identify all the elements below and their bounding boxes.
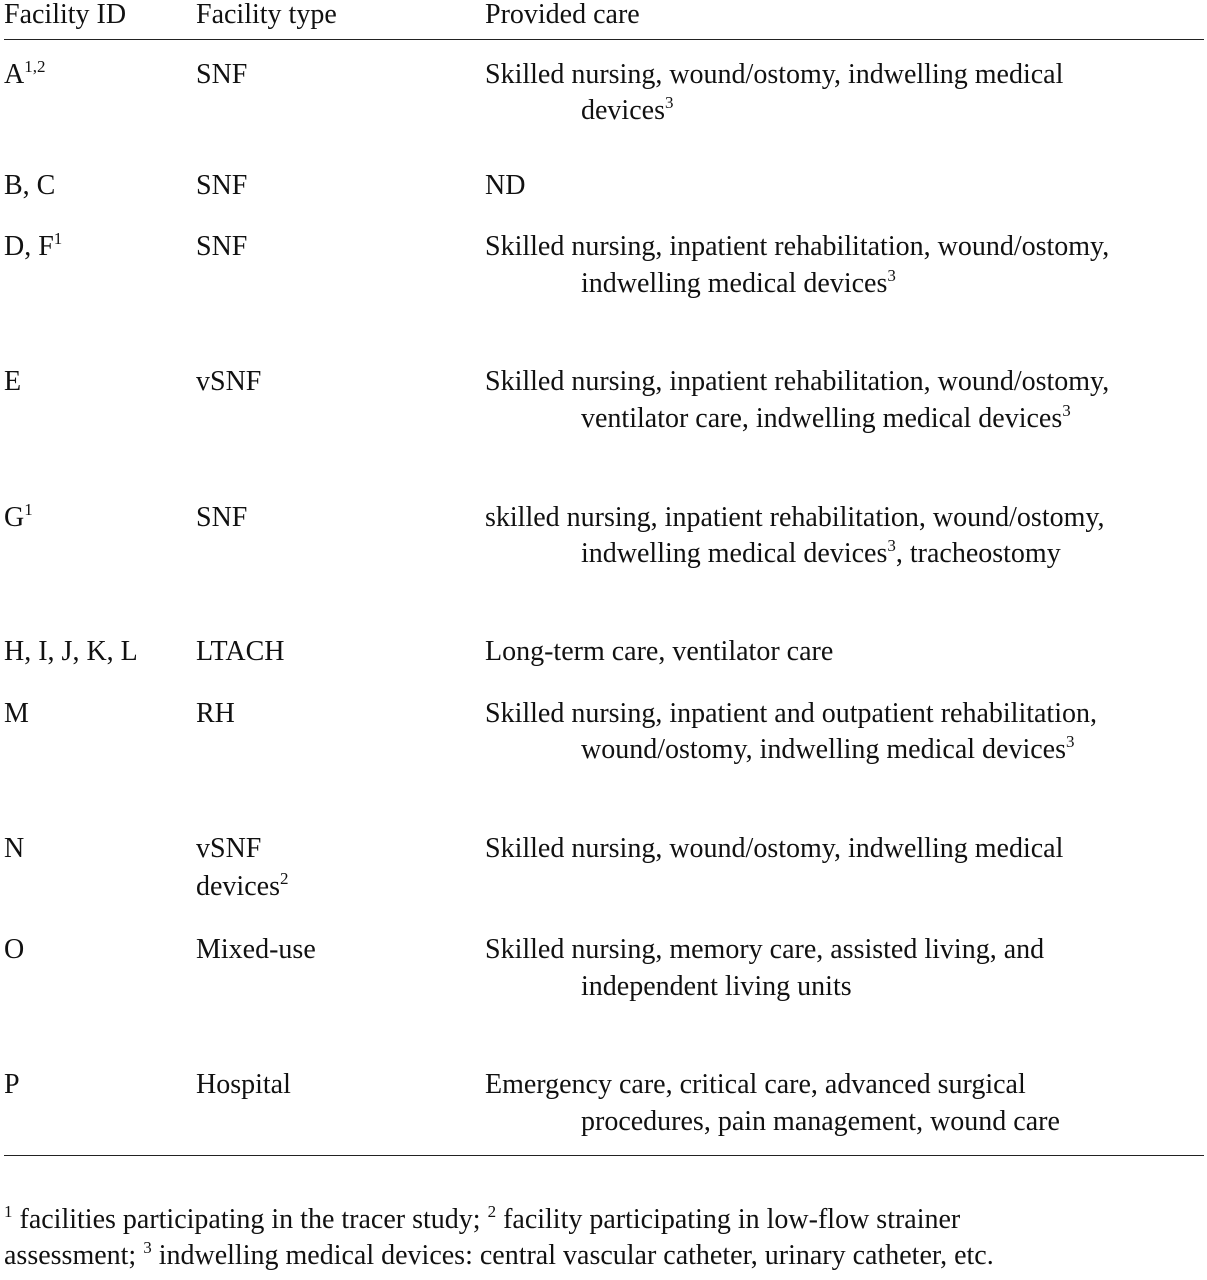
facility-type-cell: SNF [196, 502, 248, 533]
table-bottom-rule [4, 1155, 1204, 1156]
provided-care-line-continued: devices$^3$ [581, 93, 674, 126]
header-facility-id: Facility ID [4, 0, 127, 30]
facility-type-cell: SNF [196, 231, 248, 262]
header-facility-type: Facility type [196, 0, 337, 30]
header-rule [4, 39, 1204, 40]
facility-type-cell: SNF [196, 59, 248, 90]
facility-id-cell: H, I, J, K, L [4, 636, 138, 667]
facility-type-cell: vSNF [196, 366, 262, 397]
provided-care-line: Skilled nursing, memory care, assisted living, and [485, 934, 1045, 965]
facility-type-cell: Hospital [196, 1069, 291, 1100]
facility-type-cell-continued: devices$^2$ [196, 869, 289, 902]
provided-care-line: skilled nursing, inpatient rehabilitation, wound/ostomy, [485, 502, 1105, 533]
provided-care-line-continued: indwelling medical devices$^3$, tracheostomy [581, 536, 1061, 569]
provided-care-line: Emergency care, critical care, advanced surgical [485, 1069, 1026, 1100]
provided-care-line-continued: indwelling medical devices$^3$ [581, 266, 896, 299]
provided-care-line: Skilled nursing, inpatient rehabilitation, wound/ostomy, [485, 231, 1110, 262]
provided-care-line: ND [485, 170, 526, 201]
facility-id-cell: B, C [4, 170, 56, 201]
facility-type-cell: RH [196, 698, 235, 729]
provided-care-line-continued: procedures, pain management, wound care [581, 1106, 1060, 1137]
facility-id-cell: D, $F^1$ [4, 229, 63, 262]
facility-id-cell: E [4, 366, 22, 397]
provided-care-line-continued: wound/ostomy, indwelling medical devices$^3$ [581, 732, 1075, 765]
provided-care-line: Skilled nursing, inpatient rehabilitation, wound/ostomy, [485, 366, 1110, 397]
facility-type-cell: SNF [196, 170, 248, 201]
footnote-line-1: $^1$ facilities participating in the tracer study; $^2$ facility participating in low-flow strainer [4, 1202, 961, 1235]
provided-care-line-continued: independent living units [581, 971, 852, 1002]
facility-id-cell: P [4, 1069, 20, 1100]
header-provided-care: Provided care [485, 0, 640, 30]
provided-care-line: Long-term care, ventilator care [485, 636, 834, 667]
facility-id-cell: $G^1$ [4, 500, 33, 533]
provided-care-line: Skilled nursing, wound/ostomy, indwelling medical [485, 59, 1064, 90]
facility-id-cell: A$^{1,2}$ [4, 57, 46, 90]
facility-type-cell: Mixed-use [196, 934, 316, 965]
facility-id-cell: N [4, 833, 25, 864]
facility-type-cell: LTACH [196, 636, 285, 667]
provided-care-line: Skilled nursing, wound/ostomy, indwelling medical [485, 833, 1064, 864]
facility-id-cell: O [4, 934, 25, 965]
footnote-line-2: assessment; $^3$ indwelling medical devices: central vascular catheter, urinary catheter, etc. [4, 1238, 994, 1271]
provided-care-line: Skilled nursing, inpatient and outpatient rehabilitation, [485, 698, 1097, 729]
facility-id-cell: M [4, 698, 29, 729]
facility-type-cell: vSNF [196, 833, 262, 864]
provided-care-line-continued: ventilator care, indwelling medical devices$^3$ [581, 401, 1071, 434]
